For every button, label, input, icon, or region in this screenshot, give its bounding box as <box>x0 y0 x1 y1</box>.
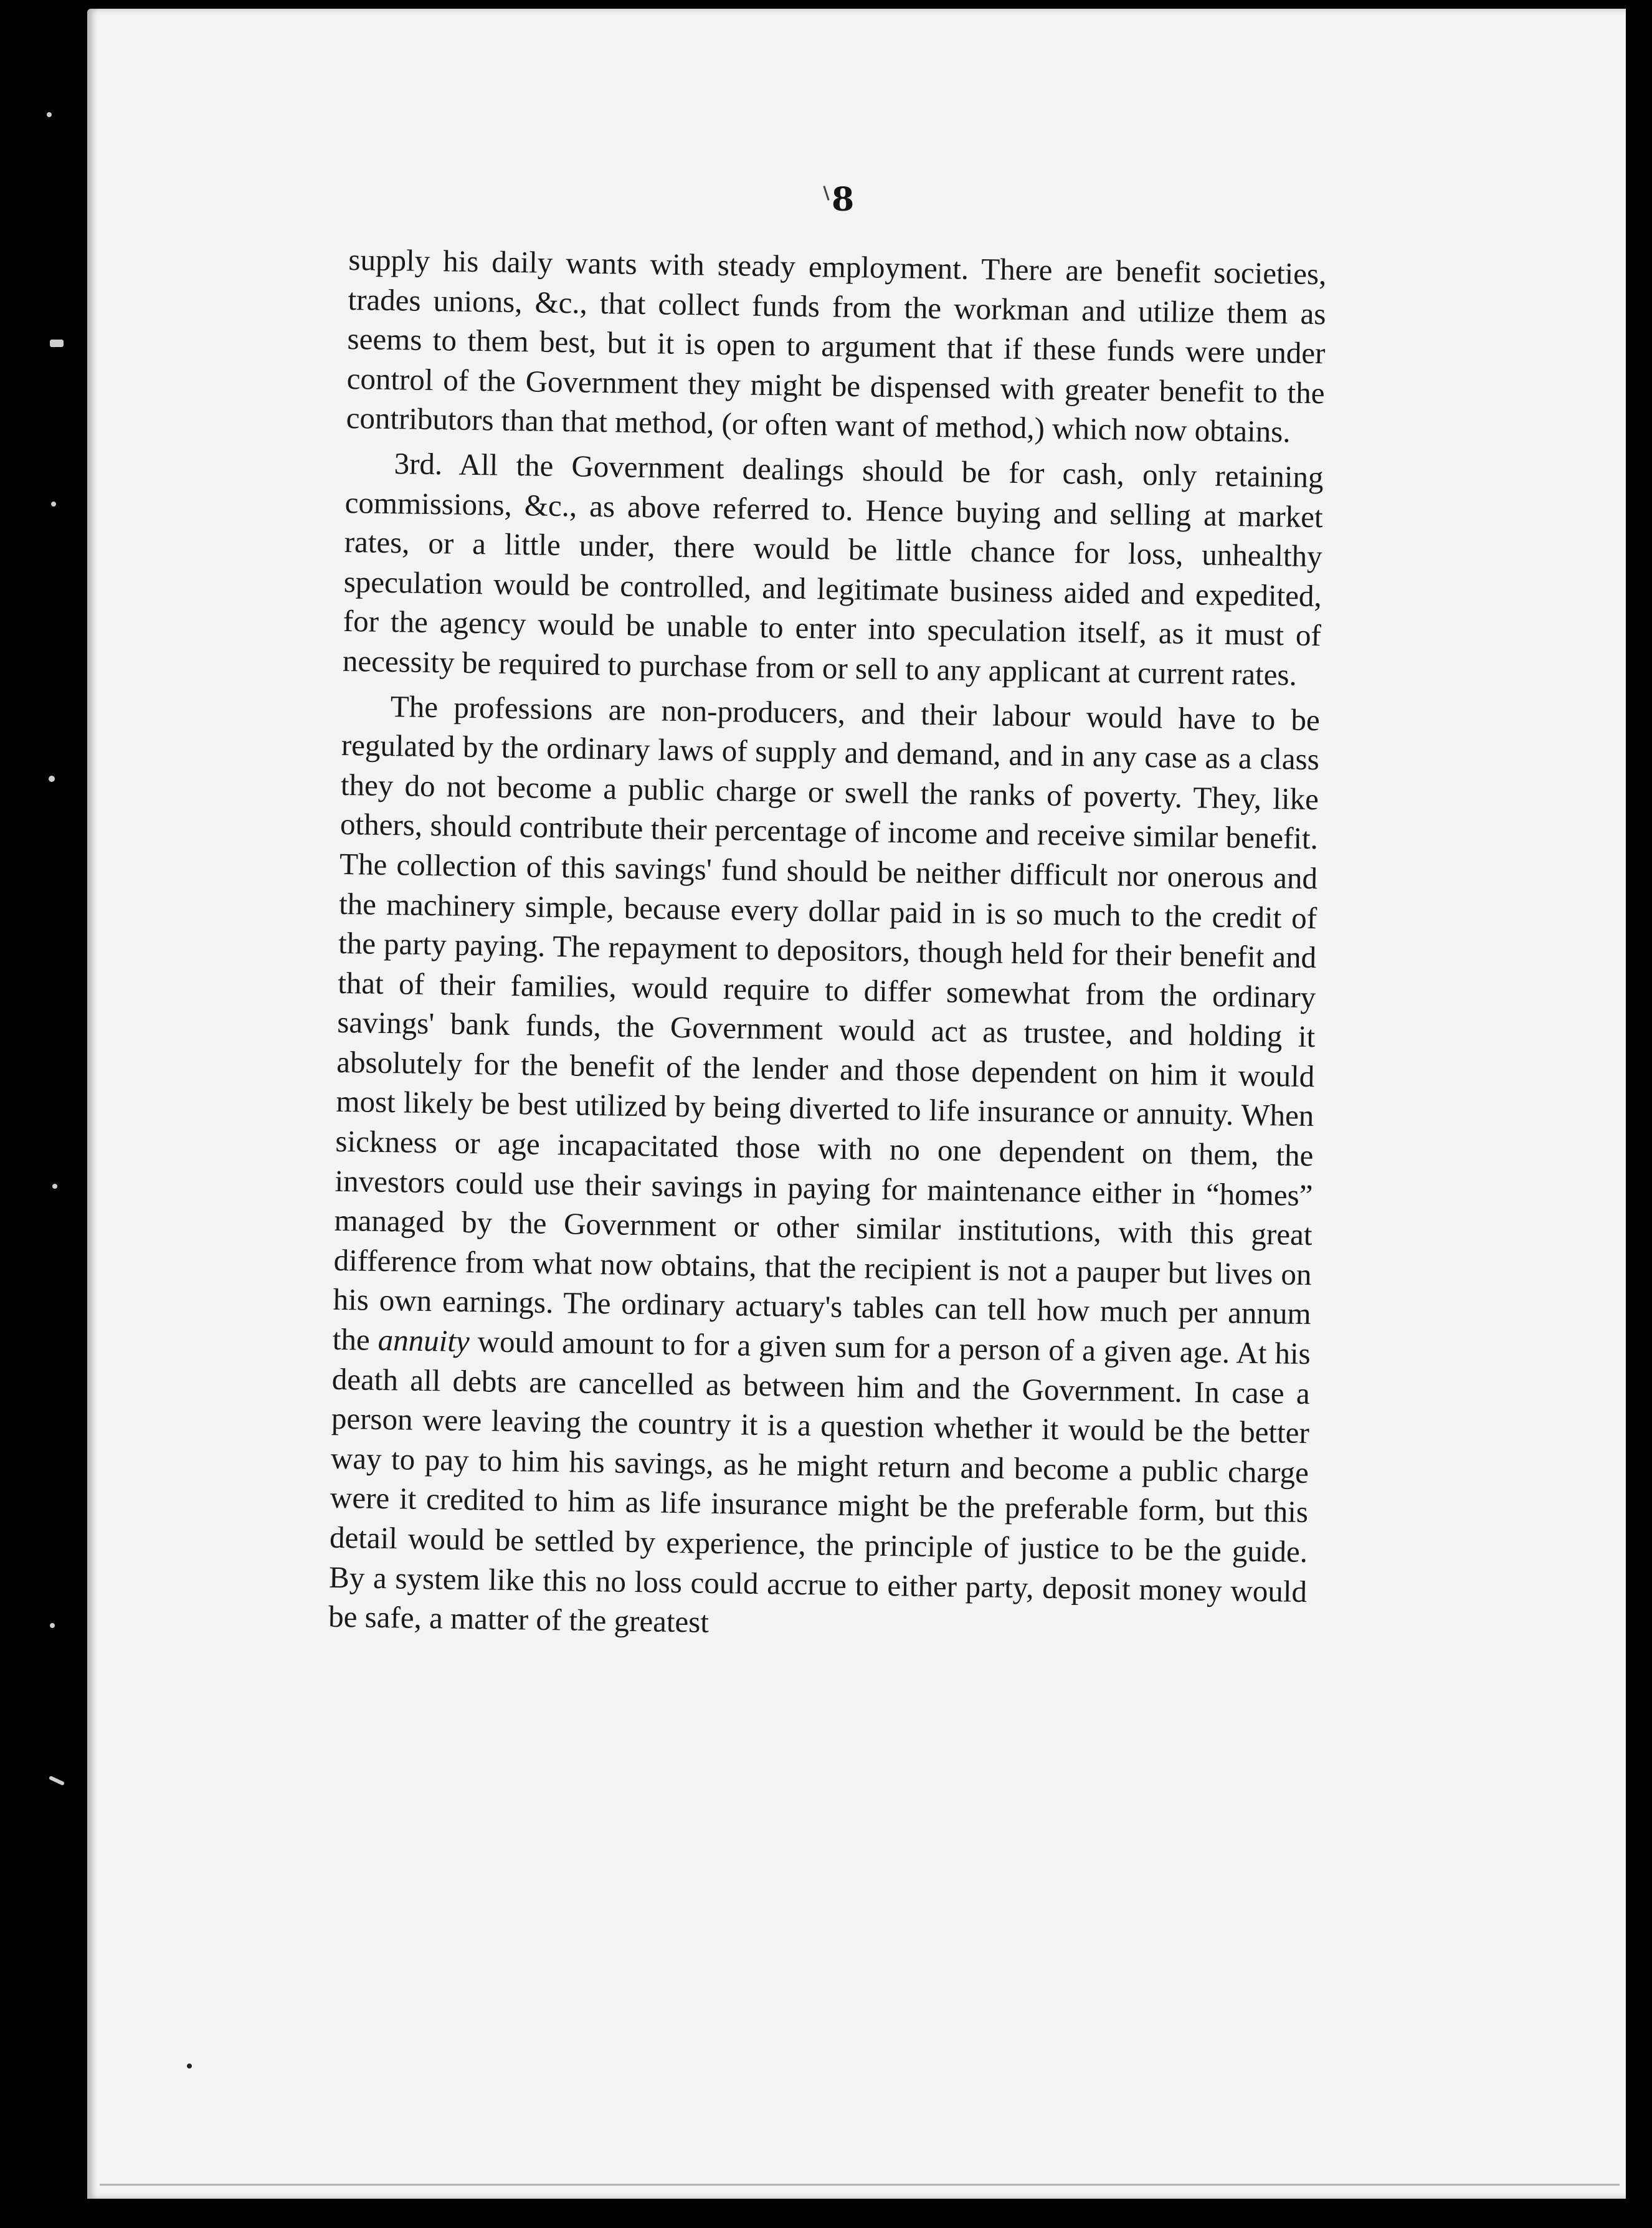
paragraph: 3rd. All the Government dealings should be for cash, only retaining commissions, &c., as above referred to. Hence buying and selling at market rates, or a little under, there would be little chance for loss, unhealthy speculation would be controlled, and legitimate business aided and expedited, for the agency would be unable to enter into speculation itself, as it must of necessity be required to purchase from or sell to any applicant at current rates. <box>342 446 1324 692</box>
italic-word: annuity <box>377 1322 470 1359</box>
scan-edge-line <box>100 2184 1620 2186</box>
scan-speck <box>187 2064 192 2069</box>
scan-speck <box>52 1184 57 1189</box>
page-number: 8 <box>832 181 855 219</box>
paragraph-text: would amount to for a given sum for a person of a given age. At his death all debts are cancelled as between him and the Government. In case a person were leaving the country it is a question whether it would be the better way to pay to him his savings, as he might return and become a public charge were it credited to him as life insurance might be the preferable form, but this detail would be settled by experience, the principle of justice to be the guide. By a system like this no loss could accrue to either party, deposit money would be safe, a matter of the greatest <box>328 1324 1311 1640</box>
scan-speck <box>49 776 55 782</box>
scan-border <box>1627 0 1652 2228</box>
body-text <box>328 240 1327 1656</box>
paragraph <box>328 685 1320 1650</box>
scan-speck <box>50 340 64 347</box>
paragraph-text: The professions are non-producers, and their labour would have to be regulated by the ordinary laws of supply and demand, and in any case as a class they do not become a public charge or swell the ranks of poverty. They, like others, should contribute their percentage of income and receive similar benefit. The collection of this savings' fund should be neither difficult nor onerous and the machinery simple, because every dollar paid in is so much to the credit of the party paying. The repayment to depositors, though held for their benefit and that of their families, would require to differ somewhat from the ordinary savings' bank funds, the Government would act as trustee, and holding it absolutely for the benefit of the lender and those dependent on him it would most likely be best utilized by being diverted to life insurance or annuity. When sickness or age incapacitated those with no one dependent on them, the investors could use their savings in paying for maintenance either in “homes” managed by the Government or other similar institutions, with this great difference from what now obtains, that the recipient is not a pauper but lives on his own earnings. The ordinary actuary's tables can tell how much per annum the <box>332 688 1321 1357</box>
scan-speck <box>50 1623 55 1628</box>
scan-speck <box>51 502 56 507</box>
scan-speck <box>47 112 52 117</box>
paragraph: supply his daily wants with steady employment. There are benefit societies, trades unions, &c., that collect funds from the workman and utilize them as seems to them best, but it is open to argument that if these funds were under control of the Government they might be dispensed with greater benefit to the contributors than that method, (or often want of method,) which now obtains. <box>346 242 1327 449</box>
scan-speck <box>49 1776 65 1786</box>
